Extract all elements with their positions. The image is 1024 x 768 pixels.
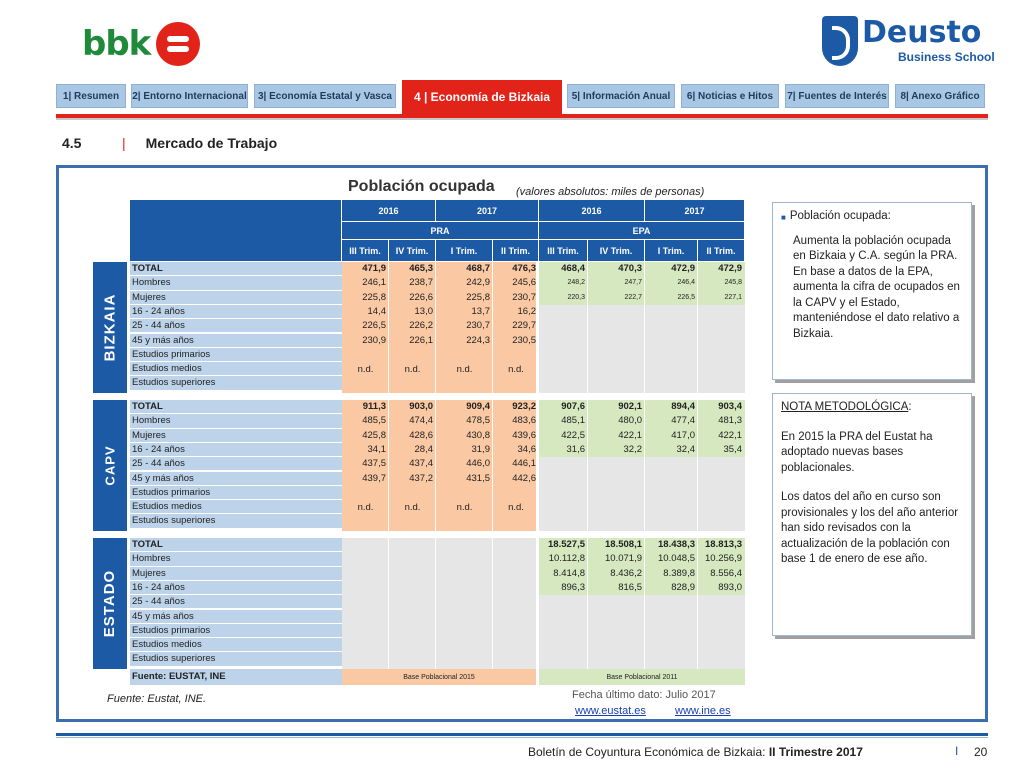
data-cell: 13,0: [414, 305, 433, 317]
data-cell: 34,1: [367, 443, 386, 455]
data-cell: 477,4: [671, 415, 695, 427]
data-cell: 32,4: [676, 443, 695, 455]
data-cell: 911,3: [362, 401, 386, 412]
methodology-title: NOTA METODOLÓGICA: [781, 401, 909, 413]
data-cell: 8.414,8: [553, 567, 585, 579]
bbk-logo: [82, 22, 200, 66]
region-label-capv: [93, 400, 127, 531]
row-label: 16 - 24 años: [130, 305, 342, 319]
data-cell: 8.436,2: [610, 567, 642, 579]
data-cell: 896,3: [561, 581, 585, 593]
row-label: Estudios superiores: [130, 652, 342, 666]
data-cell: 14,4: [367, 305, 386, 317]
data-cell: 8.389,8: [663, 567, 695, 579]
data-cell: 16,2: [517, 305, 536, 317]
data-cell: 226,5: [362, 320, 386, 332]
section-separator: |: [122, 135, 126, 151]
data-cell: 248,2: [567, 279, 585, 287]
row-label: TOTAL: [130, 538, 342, 552]
row-label: Estudios primarios: [130, 348, 342, 362]
data-cell: 31,6: [566, 443, 585, 455]
not-available-cell: n.d.: [456, 501, 473, 513]
source-header: PRA: [342, 222, 539, 240]
row-label: 25 - 44 años: [130, 457, 342, 471]
epa-block-empty: [539, 595, 745, 669]
deusto-logo: [822, 16, 995, 70]
epa-block-empty: [539, 457, 745, 531]
ine-link[interactable]: www.ine.es: [675, 705, 731, 717]
row-label: Estudios superiores: [130, 376, 342, 390]
data-cell: 428,6: [409, 429, 433, 441]
data-cell: 28,4: [414, 443, 433, 455]
data-cell: 471,9: [362, 263, 386, 274]
data-cell: 903,0: [409, 401, 433, 412]
data-cell: 18.527,5: [548, 539, 585, 550]
row-label: Hombres: [130, 552, 342, 566]
data-cell: 230,5: [512, 334, 536, 346]
data-cell: 222,7: [624, 293, 642, 301]
not-available-cell: n.d.: [508, 363, 524, 375]
row-label: 25 - 44 años: [130, 595, 342, 609]
data-cell: 225,8: [362, 291, 386, 303]
data-cell: 903,4: [718, 401, 742, 412]
tab-fuentes-interes[interactable]: 7| Fuentes de Interés: [785, 84, 889, 108]
row-label: Estudios medios: [130, 638, 342, 652]
data-cell: 10.256,9: [705, 553, 742, 565]
nav-underline-shadow: [56, 118, 988, 120]
quarter-header: II Trim.: [698, 240, 745, 262]
data-cell: 220,3: [567, 293, 585, 301]
summary-text: Aumenta la población ocupada en Bizkaia y C.A. según la PRA. En base a datos de la EPA, aumenta la cifra de ocupados en la CAPV y el Estado, manteniéndose el dato relativo a Bizkaia.: [793, 234, 960, 340]
summary-title: Población ocupada:: [789, 210, 891, 222]
table-header-corner: [130, 200, 342, 262]
data-cell: 446,1: [512, 458, 536, 470]
data-cell: 465,3: [409, 263, 433, 274]
base-epa-label: Base Poblacional 2011: [539, 669, 745, 685]
region-name: ESTADO: [101, 569, 119, 638]
data-cell: 442,6: [512, 472, 536, 484]
last-data-date: Fecha último dato: Julio 2017: [572, 689, 716, 701]
data-cell: 10.048,5: [658, 553, 695, 565]
data-cell: 446,0: [466, 458, 490, 470]
footer-bulletin: Boletín de Coyuntura Económica de Bizkaia:: [528, 745, 769, 759]
bbk-logo-text: bbk: [82, 24, 151, 64]
data-cell: 816,5: [618, 581, 642, 593]
footer-separator: I: [955, 744, 959, 758]
data-cell: 439,6: [512, 429, 536, 441]
data-cell: 18.508,1: [605, 539, 642, 550]
data-cell: 226,1: [409, 334, 433, 346]
column-divider: [492, 538, 493, 669]
tab-informacion-anual[interactable]: 5| Información Anual: [567, 84, 675, 108]
data-cell: 417,0: [671, 429, 695, 441]
data-cell: 468,7: [466, 263, 490, 274]
row-label: TOTAL: [130, 262, 342, 276]
data-cell: 478,5: [466, 415, 490, 427]
data-cell: 485,5: [362, 415, 386, 427]
data-cell: 437,2: [409, 472, 433, 484]
data-cell: 18.438,3: [658, 539, 695, 550]
data-cell: 238,7: [409, 277, 433, 289]
data-cell: 8.556,4: [710, 567, 742, 579]
data-cell: 485,1: [561, 415, 585, 427]
methodology-box: NOTA METODOLÓGICA: En 2015 la PRA del Eustat ha adoptado nuevas bases poblacionales. Los datos del año en curso son provisionales y los del año anterior han sido revisados con la actualización de la población con base 1 de enero de ese año.: [772, 393, 972, 636]
data-cell: 226,5: [677, 293, 695, 301]
eustat-link[interactable]: www.eustat.es: [575, 705, 646, 717]
data-cell: 472,9: [718, 263, 742, 274]
data-cell: 35,4: [723, 443, 742, 455]
data-cell: 923,2: [512, 401, 536, 412]
footer-text: [528, 745, 863, 759]
table-source-label: Fuente: EUSTAT, INE: [130, 669, 342, 685]
row-label: Estudios medios: [130, 500, 342, 514]
tab-anexo-grafico[interactable]: 8| Anexo Gráfico: [895, 84, 985, 108]
footer-quarter: II Trimestre 2017: [768, 745, 863, 759]
data-cell: 34,6: [517, 443, 536, 455]
deusto-shield-icon: [822, 16, 858, 66]
data-cell: 437,4: [409, 458, 433, 470]
pra-block-empty: [342, 538, 536, 669]
not-available-cell: n.d.: [357, 363, 374, 375]
data-cell: 468,4: [561, 263, 585, 274]
data-cell: 225,8: [466, 291, 490, 303]
quarter-header: I Trim.: [645, 240, 698, 262]
region-name: CAPV: [102, 445, 118, 486]
data-cell: 31,9: [471, 443, 490, 455]
data-cell: 226,6: [409, 291, 433, 303]
footer-line: [56, 733, 988, 736]
data-cell: 425,8: [362, 429, 386, 441]
row-label: Estudios primarios: [130, 486, 342, 500]
region-label-estado: [93, 538, 127, 669]
source-header: EPA: [539, 222, 745, 240]
bullet-square-icon: ■: [781, 213, 786, 222]
data-cell: 13,7: [471, 305, 490, 317]
data-cell: 422,1: [618, 429, 642, 441]
row-label: Hombres: [130, 414, 342, 428]
not-available-cell: n.d.: [456, 363, 473, 375]
tab-entorno-internacional[interactable]: 2| Entorno Internacional: [131, 84, 248, 108]
region-label-bizkaia: [93, 262, 127, 393]
section-number: 4.5: [62, 135, 82, 151]
data-cell: 230,9: [362, 334, 386, 346]
year-header: 2017: [645, 200, 745, 222]
tab-economia-estatal-vasca[interactable]: 3| Economía Estatal y Vasca: [254, 84, 396, 108]
row-label: Estudios superiores: [130, 514, 342, 528]
region-name: BIZKAIA: [101, 293, 119, 362]
not-available-cell: n.d.: [404, 501, 421, 513]
data-cell: 227,1: [724, 293, 742, 301]
data-cell: 224,3: [466, 334, 490, 346]
data-cell: 909,4: [466, 401, 490, 412]
row-label: TOTAL: [130, 400, 342, 414]
data-cell: 430,8: [466, 429, 490, 441]
data-cell: 470,3: [618, 263, 642, 274]
row-label: Mujeres: [130, 291, 342, 305]
table-subtitle: (valores absolutos: miles de personas): [516, 186, 705, 198]
data-cell: 229,7: [512, 320, 536, 332]
data-cell: 422,5: [561, 429, 585, 441]
quarter-header: IV Trim.: [389, 240, 436, 262]
data-cell: 247,7: [624, 279, 642, 287]
data-cell: 437,5: [362, 458, 386, 470]
data-cell: 476,3: [512, 263, 536, 274]
data-cell: 893,0: [718, 581, 742, 593]
quarter-header: III Trim.: [539, 240, 588, 262]
row-label: Mujeres: [130, 429, 342, 443]
footer-line-thin: [56, 737, 988, 738]
data-cell: 245,6: [512, 277, 536, 289]
methodology-paragraph-2: Los datos del año en curso son provisionales y los del año anterior han sido revisados con la actualización de la población con base 1 de enero de ese año.: [781, 491, 959, 565]
source-note: Fuente: Eustat, INE.: [107, 693, 207, 705]
not-available-cell: n.d.: [404, 363, 421, 375]
row-label: 16 - 24 años: [130, 581, 342, 595]
row-label: Estudios medios: [130, 362, 342, 376]
data-cell: 10.071,9: [605, 553, 642, 565]
data-cell: 246,4: [677, 279, 695, 287]
section-heading: [62, 135, 277, 151]
data-cell: 32,2: [623, 443, 642, 455]
data-cell: 480,0: [618, 415, 642, 427]
row-label: 45 y más años: [130, 334, 342, 348]
row-label: 45 y más años: [130, 610, 342, 624]
data-cell: 902,1: [618, 401, 642, 412]
row-label: Estudios primarios: [130, 624, 342, 638]
year-header: 2016: [539, 200, 645, 222]
data-cell: 18.813,3: [705, 539, 742, 550]
data-cell: 230,7: [512, 291, 536, 303]
deusto-logo-subtext: Business School: [898, 50, 995, 64]
data-cell: 481,3: [718, 415, 742, 427]
column-divider: [388, 538, 389, 669]
row-label: Mujeres: [130, 567, 342, 581]
data-cell: 894,4: [671, 401, 695, 412]
row-label: 45 y más años: [130, 472, 342, 486]
data-cell: 474,4: [409, 415, 433, 427]
data-cell: 472,9: [671, 263, 695, 274]
data-cell: 226,2: [409, 320, 433, 332]
tab-noticias-hitos[interactable]: 6| Noticias e Hitos: [681, 84, 779, 108]
column-divider: [435, 538, 436, 669]
not-available-cell: n.d.: [357, 501, 374, 513]
data-cell: 431,5: [466, 472, 490, 484]
row-label: Hombres: [130, 276, 342, 290]
tab-economia-bizkaia[interactable]: 4 | Economía de Bizkaia: [402, 80, 562, 114]
data-cell: 10.112,8: [548, 553, 585, 565]
quarter-header: III Trim.: [342, 240, 389, 262]
bbk-logo-icon: [156, 22, 200, 66]
quarter-header: I Trim.: [436, 240, 493, 262]
data-cell: 242,9: [466, 277, 490, 289]
data-cell: 246,1: [362, 277, 386, 289]
data-cell: 828,9: [671, 581, 695, 593]
summary-box: [772, 202, 972, 380]
methodology-paragraph-1: En 2015 la PRA del Eustat ha adoptado nuevas bases poblacionales.: [781, 430, 933, 474]
page-number: 20: [974, 745, 988, 759]
section-title: Mercado de Trabajo: [145, 135, 278, 151]
data-cell: 483,6: [512, 415, 536, 427]
year-header: 2016: [342, 200, 436, 222]
quarter-header: IV Trim.: [588, 240, 645, 262]
data-cell: 907,6: [561, 401, 585, 412]
year-header: 2017: [436, 200, 539, 222]
row-label: 25 - 44 años: [130, 319, 342, 333]
table-title: Población ocupada: [348, 178, 495, 195]
quarter-header: II Trim.: [493, 240, 539, 262]
epa-block-empty: [539, 305, 745, 393]
not-available-cell: n.d.: [508, 501, 524, 513]
tab-resumen[interactable]: 1| Resumen: [56, 84, 126, 108]
row-label: 16 - 24 años: [130, 443, 342, 457]
data-cell: 245,8: [724, 279, 742, 287]
data-cell: 422,1: [718, 429, 742, 441]
base-pra-label: Base Poblacional 2015: [342, 669, 536, 685]
data-cell: 230,7: [466, 320, 490, 332]
data-cell: 439,7: [362, 472, 386, 484]
deusto-logo-text: Deusto: [862, 15, 982, 50]
